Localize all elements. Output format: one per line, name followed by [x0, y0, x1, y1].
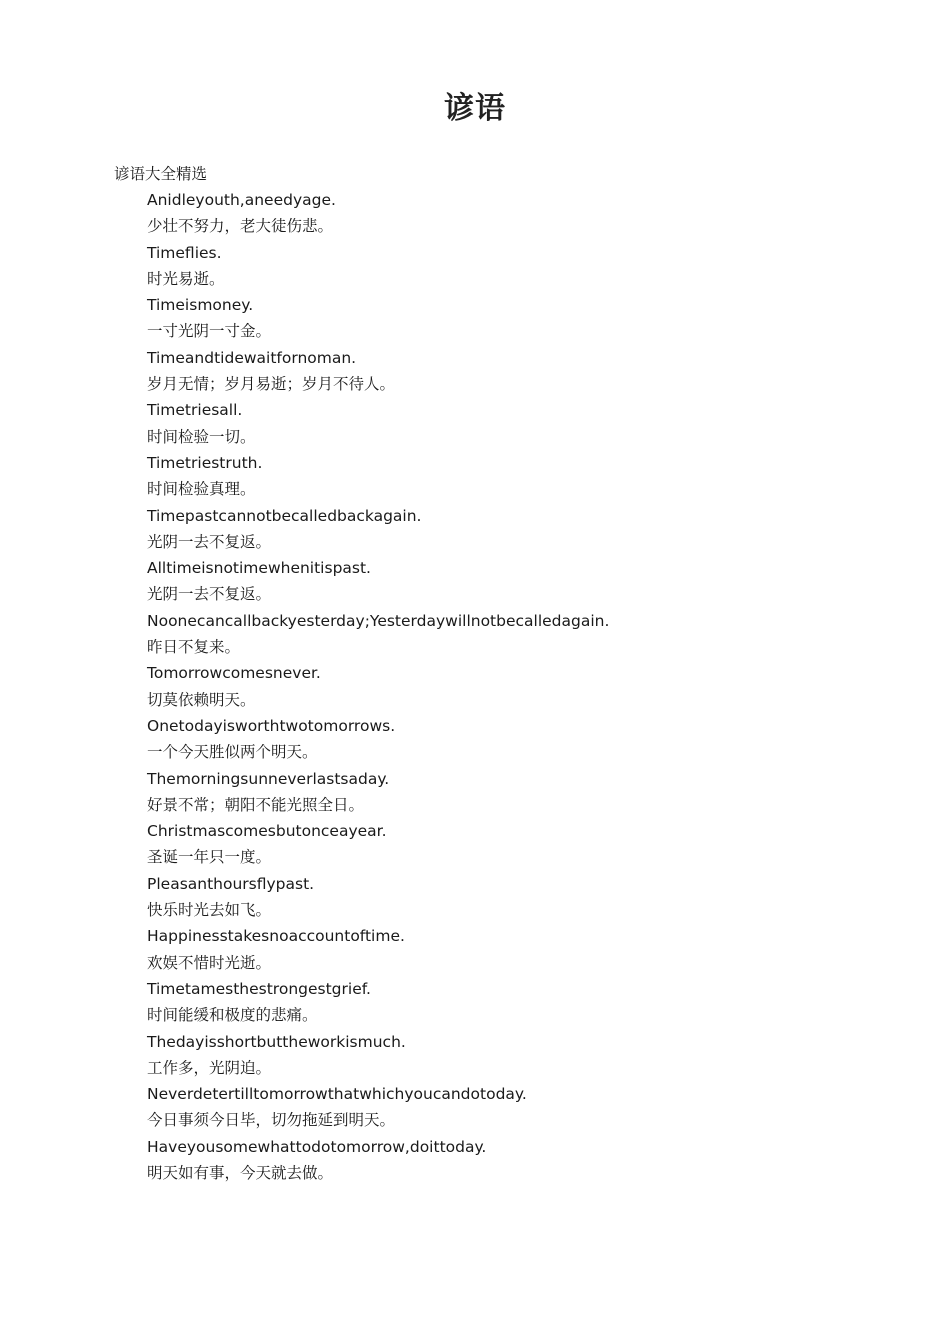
- section-heading: 谚语大全精选: [114, 165, 208, 183]
- proverb-line: Happinesstakesnoaccountoftime.: [147, 927, 405, 946]
- proverb-line: 时间检验真理。: [147, 480, 256, 499]
- proverb-line: Timeflies.: [147, 243, 222, 262]
- proverb-line: Timetriestruth.: [147, 453, 263, 472]
- proverb-line: 欢娱不惜时光逝。: [147, 953, 272, 972]
- proverb-line: 时光易逝。: [147, 269, 225, 288]
- proverb-line: Tomorrowcomesnever.: [147, 664, 321, 683]
- proverb-line: Timepastcannotbecalledbackagain.: [147, 506, 422, 525]
- proverb-line: 时间检验一切。: [147, 427, 256, 446]
- proverb-line: Themorningsunneverlastsaday.: [147, 769, 390, 788]
- proverb-line: 昨日不复来。: [147, 638, 241, 657]
- proverb-line: Noonecancallbackyesterday;Yesterdaywillnotbecalledagain.: [147, 611, 610, 630]
- proverb-line: Pleasanthoursflypast.: [147, 874, 315, 893]
- proverb-line: Timetriesall.: [147, 401, 243, 420]
- proverb-line: Onetodayisworthtwotomorrows.: [147, 716, 396, 735]
- proverb-line: Alltimeisnotimewhenitispast.: [147, 559, 371, 578]
- proverb-line: 光阴一去不复返。: [147, 532, 272, 551]
- proverb-line: 光阴一去不复返。: [147, 585, 272, 604]
- proverb-line: 圣诞一年只一度。: [147, 848, 272, 867]
- proverb-line: 切莫依赖明天。: [147, 690, 256, 709]
- proverb-line: 少壮不努力，老大徒伤悲。: [147, 217, 334, 236]
- proverb-line: Christmascomesbutonceayear.: [147, 822, 387, 841]
- proverb-line: 好景不常；朝阳不能光照全日。: [147, 795, 365, 814]
- document-title: 谚语: [444, 91, 506, 126]
- proverb-line: 岁月无情；岁月易逝；岁月不待人。: [147, 375, 396, 394]
- proverb-line: 快乐时光去如飞。: [147, 901, 272, 920]
- proverb-line: 时间能缓和极度的悲痛。: [147, 1006, 318, 1025]
- proverb-line: Anidleyouth,aneedyage.: [147, 191, 336, 209]
- proverb-line: Haveyousomewhattodotomorrow,doittoday.: [147, 1137, 487, 1156]
- proverb-line: 一寸光阴一寸金。: [147, 322, 272, 341]
- proverb-line: 今日事须今日毕，切勿拖延到明天。: [147, 1111, 396, 1130]
- proverb-line: Timeandtidewaitfornoman.: [147, 348, 357, 367]
- proverb-list: [147, 187, 609, 1186]
- proverb-line: Timeismoney.: [147, 296, 254, 315]
- proverb-line: 工作多，光阴迫。: [147, 1058, 272, 1077]
- proverb-line: Neverdetertilltomorrowthatwhichyoucandotoday.: [147, 1085, 527, 1104]
- proverb-line: Thedayisshortbuttheworkismuch.: [147, 1032, 406, 1051]
- proverb-line: 明天如有事，今天就去做。: [147, 1163, 334, 1182]
- proverb-line: Timetamesthestrongestgrief.: [147, 979, 371, 998]
- proverb-line: 一个今天胜似两个明天。: [147, 743, 318, 762]
